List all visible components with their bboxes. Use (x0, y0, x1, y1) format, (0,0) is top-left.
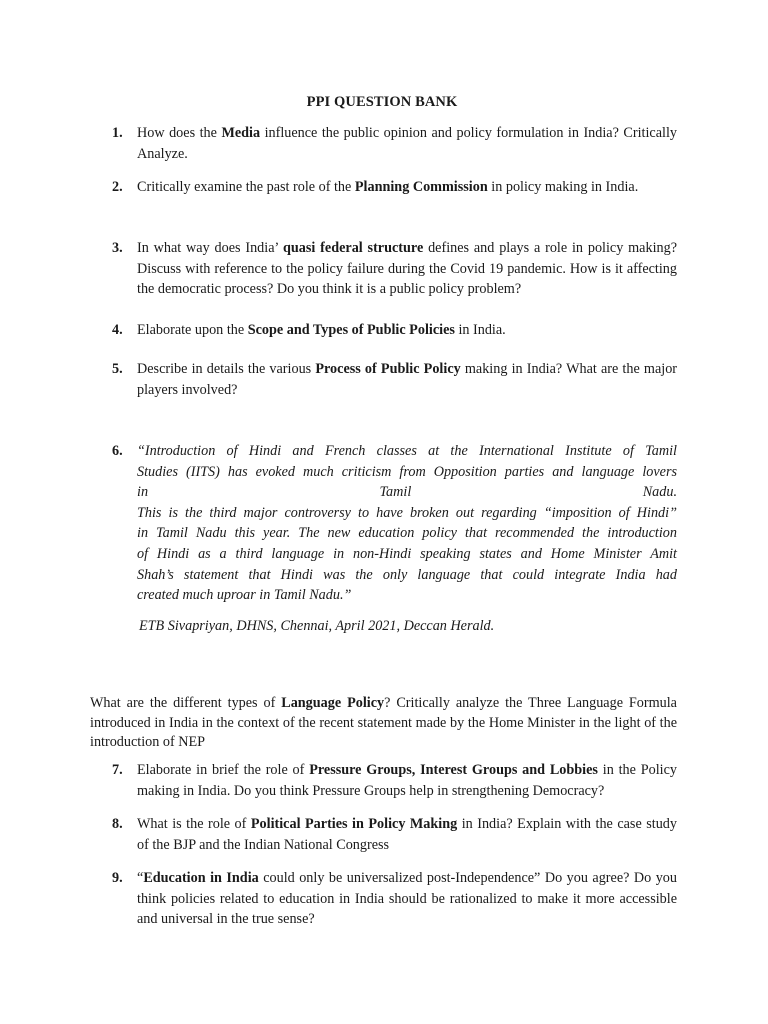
question-number: 1. (112, 125, 123, 141)
question-number: 6. (112, 443, 123, 459)
question-8 (112, 814, 677, 855)
question-text-pre: What are the different types of (90, 695, 282, 711)
question-number: 3. (112, 240, 123, 256)
question-text (137, 359, 677, 400)
question-keyword: Education in India (143, 870, 259, 886)
quote-line: created much uproar in Tamil Nadu.” (137, 587, 352, 604)
question-number: 7. (112, 762, 123, 778)
question-text-pre: Describe in details the various (137, 361, 316, 377)
question-text-post: influence the public opinion and policy formulation in India? Critically Analyze. (137, 125, 677, 162)
question-text-pre: In what way does India’ (137, 240, 284, 256)
language-policy-question (90, 694, 677, 753)
quote-line: “Introduction of Hindi and French classes at the International Institute of Tamil (137, 443, 677, 459)
question-keyword: Pressure Groups, Interest Groups and Lobbies (309, 762, 598, 778)
question-keyword: Process of Public Policy (315, 361, 461, 377)
quote-line: This is the third major controversy to have broken out regarding “imposition of Hindi” (137, 504, 677, 521)
question-number: 9. (112, 870, 123, 886)
question-text-post: making in India? What are the major players involved? (137, 361, 678, 398)
question-text (137, 814, 677, 855)
question-number: 2. (112, 179, 123, 195)
question-text-pre: Critically examine the past role of the (137, 179, 355, 195)
question-9 (112, 868, 677, 930)
quote-line: of Hindi as a third language in non-Hindi speaking states and Home Minister Amit (137, 545, 677, 562)
question-text-pre: How does the (137, 125, 222, 141)
question-text (137, 123, 677, 164)
question-text-post: in India. (454, 322, 506, 338)
question-3 (112, 238, 677, 300)
question-number: 8. (112, 816, 123, 832)
question-text (137, 177, 677, 198)
question-text-post: ? Critically analyze the Three Language Formula introduced in India in the context of the recent statement made by the Home Minister in the light of the introduction of NEP (90, 695, 677, 751)
quote-line: in Tamil Nadu this year. The new education policy that recommended the introduction (137, 525, 677, 542)
question-text (137, 868, 677, 930)
question-5 (112, 359, 677, 400)
question-text (137, 760, 677, 801)
quote-line: in Tamil Nadu. (137, 484, 677, 501)
question-text (137, 320, 677, 341)
question-text-pre: Elaborate in brief the role of (137, 762, 310, 778)
news-quote (137, 441, 677, 606)
question-text-post: could only be universalized post-Independence” Do you agree? Do you think policies related to education in India should be rationalized to make it more accessible and universal in the true sense? (137, 870, 677, 928)
question-keyword: Media (221, 125, 261, 141)
question-keyword: quasi federal structure (283, 240, 424, 256)
question-text-post: in policy making in India. (487, 179, 639, 195)
question-6 (112, 441, 677, 606)
question-text-pre: Elaborate upon the (137, 322, 248, 338)
question-number: 4. (112, 322, 123, 338)
question-keyword: Scope and Types of Public Policies (247, 322, 455, 338)
question-text (137, 238, 677, 300)
question-text-post: in India? Explain with the case study of the BJP and the Indian National Congress (137, 816, 677, 853)
question-7 (112, 760, 677, 801)
question-text-post: defines and plays a role in policy making? Discuss with reference to the policy failure during the Covid 19 pandemic. How is it affecting the democratic process? Do you think it is a public policy problem? (137, 240, 677, 298)
quote-source: ETB Sivapriyan, DHNS, Chennai, April 2021, Deccan Herald. (139, 618, 495, 634)
question-keyword: Planning Commission (354, 179, 488, 195)
question-4 (112, 320, 677, 341)
question-1 (112, 123, 677, 164)
question-number: 5. (112, 361, 123, 377)
question-text-pre: “ (137, 870, 144, 886)
question-2 (112, 177, 677, 198)
question-keyword: Political Parties in Policy Making (250, 816, 458, 832)
quote-line: Studies (IITS) has evoked much criticism from Opposition parties and language lovers (137, 463, 677, 480)
question-text-pre: What is the role of (137, 816, 251, 832)
question-text-post: in the Policy making in India. Do you think Pressure Groups help in strengthening Democracy? (137, 762, 677, 799)
quote-line: Shah’s statement that Hindi was the only language that could integrate India had (137, 566, 677, 583)
question-keyword: Language Policy (281, 695, 385, 711)
document-title: PPI QUESTION BANK (306, 94, 458, 110)
